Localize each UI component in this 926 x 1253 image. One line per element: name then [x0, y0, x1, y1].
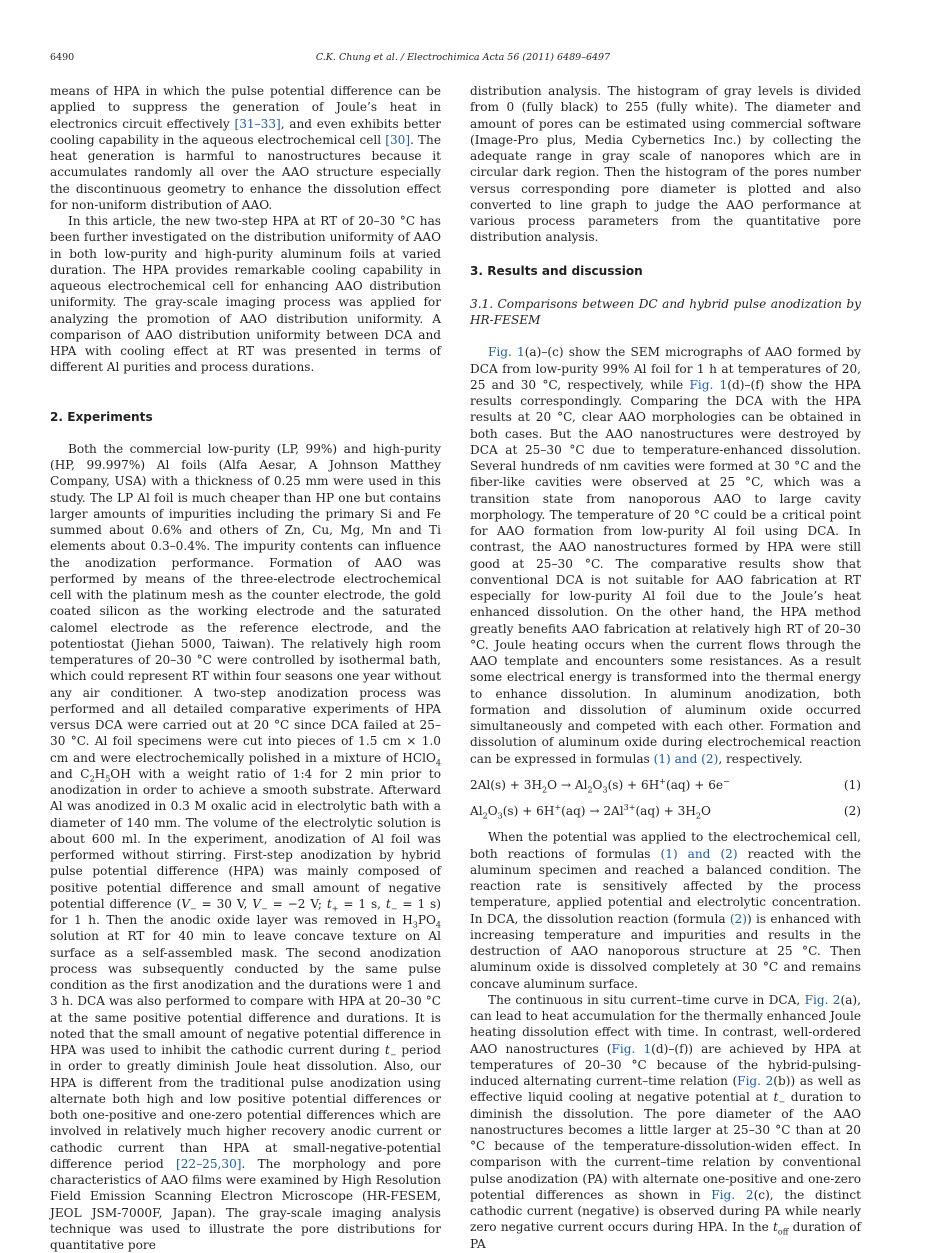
figure-link[interactable]: Fig. 2 [737, 1074, 774, 1088]
paragraph-current-time: The continuous in situ current–time curve in DCA, Fig. 2(a), can lead to heat accumulation for the thermally enhanced Joule heating dissolution effect with time. In contrast, well-ordered AAO nanostructures (Fig. 1(d)–(f)) are achieved by HPA at temperatures of 20–30 °C because of the hybrid-pulsing-induced alternating current–time relation (Fig. 2(b)) as well as effective liquid cooling at negative potential at $t_-$ duration to diminish the dissolution. The pore diameter of the AAO nanostructures becomes a little larger at 25–30 °C than at 20 °C because of the temperature-dissolution-widen effect. In comparison with the current–time relation by conventional pulse anodization (PA) with alternate one-positive and one-zero potential differences as shown in Fig. 2(c), the distinct cathodic current (negative) is observed during PA while nearly zero negative current occurs during HPA. In the $t_{off}$ duration of PA [470, 992, 862, 1251]
citation-link[interactable]: [30] [385, 132, 411, 147]
right-column [470, 83, 861, 1252]
citation-link[interactable]: [22–25,30] [176, 1156, 242, 1171]
equation-link[interactable]: (2) [729, 911, 747, 926]
page-number: 6490 [50, 52, 75, 63]
paragraph-reaction-rates: When the potential was applied to the electrochemical cell, both reactions of formulas (1) and (2) reacted with the aluminum specimen and reached a balanced condition. The reaction rate is sensitively affected by the process temperature, applied potential and electrolytic concentration. In DCA, the dissolution reaction (formula (2)) is enhanced with increasing temperature and impurities and results in the destruction of AAO nanoporous structure at 25 °C. Then aluminum oxide is dissolved completely at 30 °C and remains concave aluminum surface. [470, 830, 861, 991]
figure-link[interactable]: Fig. 2 [711, 1187, 754, 1202]
section-heading-results: 3. Results and discussion [470, 263, 643, 278]
equation-number: (1) [843, 777, 861, 792]
figure-link[interactable]: Fig. 2 [804, 992, 841, 1007]
section-heading-experiments: 2. Experiments [50, 409, 153, 424]
running-title: C.K. Chung et al. / Electrochimica Acta 56 (2011) 6489–6497 [315, 52, 611, 63]
paragraph-intro-continued: means of HPA in which the pulse potential difference can be applied to suppress the generation of Joule’s heat in electronics circuit effectively [31–33], and even exhibits better cooling capability in the aqueous electrochemical cell [30]. The heat generation is harmful to nanostructures because it accumulates randomly all over the AAO structure especially the discontinuous geometry to enhance the dissolution effect for non-uniform distribution of AAO. [50, 84, 442, 212]
figure-link[interactable]: Fig. 1 [689, 377, 728, 392]
equation-link[interactable]: (1) and (2) [653, 751, 719, 766]
equation-2: $Al_2O_3(s) + 6H^+(aq) \to 2Al^{3+}(aq) + 3H_2O$ (2) [470, 802, 861, 821]
citation-link[interactable]: [31–33] [234, 116, 281, 131]
equation-number: (2) [843, 804, 861, 818]
paragraph-experiments: Both the commercial low-purity (LP, 99%) and high-purity (HP, 99.997%) Al foils (Alfa Aesar, A Johnson Matthey Company, USA) with a thickness of 0.25 mm were used in this study. The LP Al foil is much cheaper than HP one but contains larger amounts of impurities including the primary Si and Fe summed about 0.6% and others of Zn, Cu, Mg, Mn and Ti elements about 0.3–0.4%. The impurity contents can influence the anodization performance. Formation of AAO was performed by means of the three-electrode electrochemical cell with the platinum mesh as the counter electrode, the gold coated silicon as the working electrode and the saturated calomel electrode as the reference electrode, and the potentiostat (Jiehan 5000, Taiwan). The relatively high room temperatures of 20–30 °C were controlled by isothermal bath, which could represent RT within four seasons one year without any air conditioner. A two-step anodization process was performed and all detailed comparative experiments of HPA versus DCA were carried out at 20 °C since DCA failed at 25–30 °C. Al foil specimens were cut into pieces of 1.5 cm × 1.0 cm and were electrochemically polished in a mixture of HClO$_4$ and $C_2H_5OH$ with a weight ratio of 1:4 for 2 min prior to anodization in order to achieve a smooth substrate. Afterward Al was anodized in 0.3 M oxalic acid in electrolytic bath with a diameter of 140 mm. The volume of the electrolytic solution is about 600 ml. In the experiment, anodization of Al foil was performed without stirring. First-step anodization by hybrid pulse potential difference (HPA) was mainly composed of positive potential difference and small amount of negative potential difference ($V_- = 30$ V, $V_- = -2$ V; $t_+ = 1$ s, $t_- = 1$ s) for 1 h. Then the anodic oxide layer was removed in $H_3PO_4$ solution at RT for 40 min to leave concave texture on Al surface as a self-assembled mask. The second anodization process was subsequently conducted by the same pulse condition as the first anodization and the durations were 1 and 3 h. DCA was also performed to compare with HPA at 20–30 °C at the same positive potential difference and durations. It is noted that the small amount of negative potential difference in HPA was used to inhibit the cathodic current during $t_-$ period in order to greatly diminish Joule heat dissolution. Also, our HPA is different from the traditional pulse anodization using alternate both high and low positive potential differences or both one-positive and one-zero potential differences which are involved in relatively much higher recovery anodic current or cathodic current than HPA at small-negative-potential difference period [22–25,30]. The morphology and pore characteristics of AAO films were examined by High Resolution Field Emission Scanning Electron Microscope (HR-FESEM, JEOL JSM-7000F, Japan). The gray-scale imaging analysis technique was used to illustrate the pore distributions for quantitative pore [50, 441, 441, 1252]
equation-link[interactable]: (1) and (2) [660, 846, 738, 861]
left-column [50, 83, 441, 1253]
figure-link[interactable]: Fig. 1 [488, 345, 525, 360]
paragraph-article-aim: In this article, the new two-step HPA at RT of 20–30 °C has been further investigated on the distribution uniformity of AAO in both low-purity and high-purity aluminum foils at varied duration. The HPA provides remarkable cooling capability in aqueous electrochemical cell for enhancing AAO distribution uniformity. The gray-scale imaging process was applied for analyzing the promotion of AAO distribution uniformity. A comparison of AAO distribution uniformity between DCA and HPA with cooling effect at RT was presented in terms of different Al purities and process durations. [50, 214, 441, 375]
figure-link[interactable]: Fig. 1 [611, 1041, 652, 1056]
paragraph-gray-scale-analysis: distribution analysis. The histogram of gray levels is divided from 0 (fully black) to 255 (fully white). The diameter and amount of pores can be estimated using commercial software (Image-Pro plus, Media Cybernetics Inc.) by collecting the adequate range in gray scale of nanopores which are in circular dark region. Then the histogram of the pores number versus corresponding pore diameter is plotted and also converted to line graph to judge the AAO performance at various process parameters from the quantitative pore distribution analysis. [470, 84, 861, 245]
subsection-heading-3-1: 3.1. Comparisons between DC and hybrid pulse anodization by HR-FESEM [470, 296, 861, 327]
paragraph-sem-comparison: Fig. 1(a)–(c) show the SEM micrographs of AAO formed by DCA from low-purity 99% Al foil for 1 h at temperatures of 20, 25 and 30 °C, respectively, while Fig. 1(d)–(f) show the HPA results correspondingly. Comparing the DCA with the HPA results at 20 °C, clear AAO morphologies can be obtained in both cases. But the AAO nanostructures were destroyed by DCA at 25–30 °C due to temperature-enhanced dissolution. Several hundreds of nm cavities were formed at 30 °C and the fiber-like cavities were observed at 25 °C, which was a transition state from nanoporous AAO to large cavity morphology. The temperature of 20 °C could be a critical point for AAO formation from low-purity Al foil using DCA. In contrast, the AAO nanostructures formed by HPA were still good at 25–30 °C. The comparative results show that conventional DCA is not suitable for AAO fabrication at RT especially for low-purity Al foil due to the Joule’s heat enhanced dissolution. On the other hand, the HPA method greatly benefits AAO fabrication at relatively high RT of 20–30 °C. Joule heating occurs when the current flows through the AAO template and encounters some resistances. As a result some electrical energy is transformed into the thermal energy to enhance dissolution. In aluminum anodization, both formation and dissolution of aluminum oxide occurred simultaneously and competed with each other. Formation and dissolution of aluminum oxide during electrochemical reaction can be expressed in formulas (1) and (2), respectively. [470, 345, 861, 766]
equation-1: $2Al(s) + 3H_2O \to Al_2O_3(s) + 6H^+(aq) + 6e^-$ (1) [470, 776, 861, 795]
